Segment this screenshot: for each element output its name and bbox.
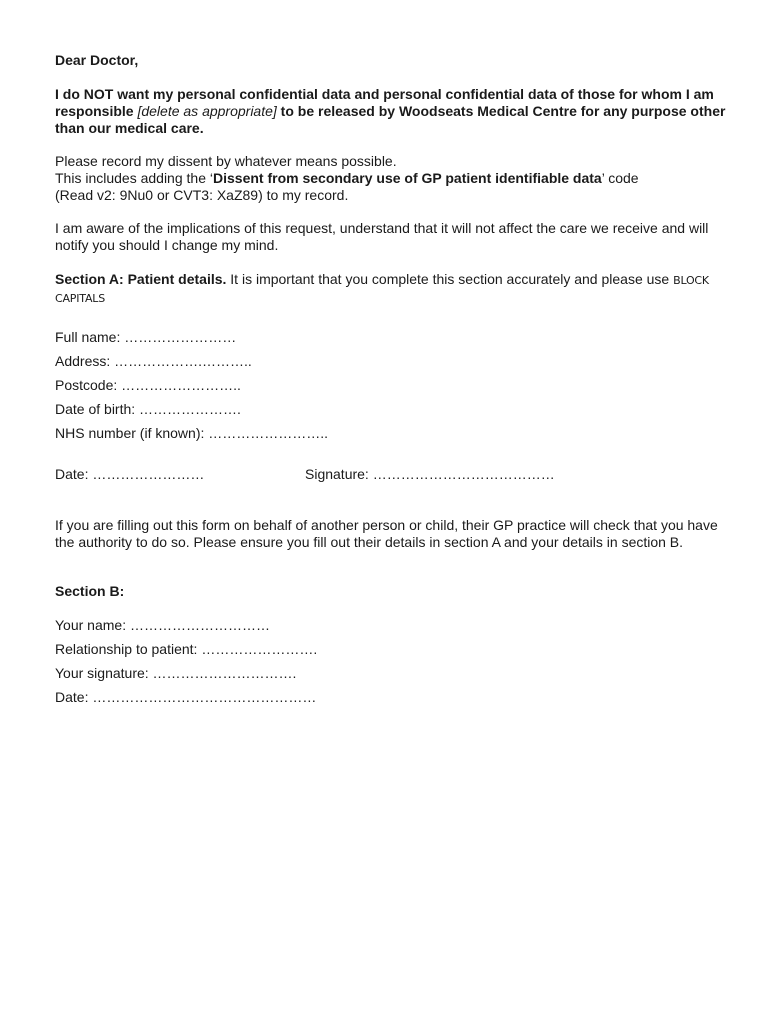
block-capitals-note: BLOCK CAPITALS	[55, 274, 709, 305]
section-a-heading: Section A: Patient details.	[55, 271, 227, 287]
dissent-line-2: This includes adding the ‘Dissent from secondary use of GP patient identifiable data’ code	[55, 170, 639, 186]
awareness-paragraph: I am aware of the implications of this request, understand that it will not affect the care we receive and will notify you should I change my mind.	[55, 220, 709, 253]
section-a-intro	[55, 271, 735, 307]
full-name-field[interactable]: Full name: ……………………	[55, 329, 237, 345]
behalf-note: If you are filling out this form on behalf of another person or child, their GP practice will check that you have the authority to do so. Please ensure you fill out their details in section A and your details in section B.	[55, 517, 718, 550]
nhs-number-field[interactable]: NHS number (if known): ……………………..	[55, 425, 329, 441]
patient-date-field[interactable]: Date: ……………………	[55, 466, 205, 482]
delete-as-appropriate-note: delete as appropriate	[141, 103, 273, 119]
date-of-birth-field[interactable]: Date of birth: ………………….	[55, 401, 241, 417]
section-b-date-field[interactable]: Date: …………………………………………	[55, 689, 317, 705]
greeting: Dear Doctor,	[55, 52, 139, 68]
your-signature-field[interactable]: Your signature: ………………………….	[55, 665, 297, 681]
section-a-instruction: It is important that you complete this section accurately and please use	[226, 271, 674, 287]
relationship-field[interactable]: Relationship to patient: …………………….	[55, 641, 318, 657]
dissent-code-name: Dissent from secondary use of GP patient identifiable data	[213, 170, 602, 186]
opt-out-statement: I do NOT want my personal confidential data and personal confidential data of those for whom I am responsible [delete as appropriate] to be released by Woodseats Medical Centre for any purpose other than our medical care.	[55, 86, 726, 136]
section-b-heading: Section B:	[55, 583, 125, 599]
postcode-field[interactable]: Postcode: ……………………..	[55, 377, 241, 393]
dissent-line-1: Please record my dissent by whatever means possible.	[55, 153, 397, 169]
address-field[interactable]: Address: ……………….………..	[55, 353, 252, 369]
statement-part-2: to be released by Woodseats Medical Centre for any purpose other than our medical care.	[55, 103, 726, 136]
dissent-line-3: (Read v2: 9Nu0 or CVT3: XaZ89) to my record.	[55, 187, 349, 203]
patient-signature-field[interactable]: Signature: …………………………………	[305, 466, 555, 482]
statement-part-1: I do NOT want my personal confidential data and personal confidential data of those for whom I am responsible	[55, 86, 714, 119]
your-name-field[interactable]: Your name: …………………………	[55, 617, 270, 633]
